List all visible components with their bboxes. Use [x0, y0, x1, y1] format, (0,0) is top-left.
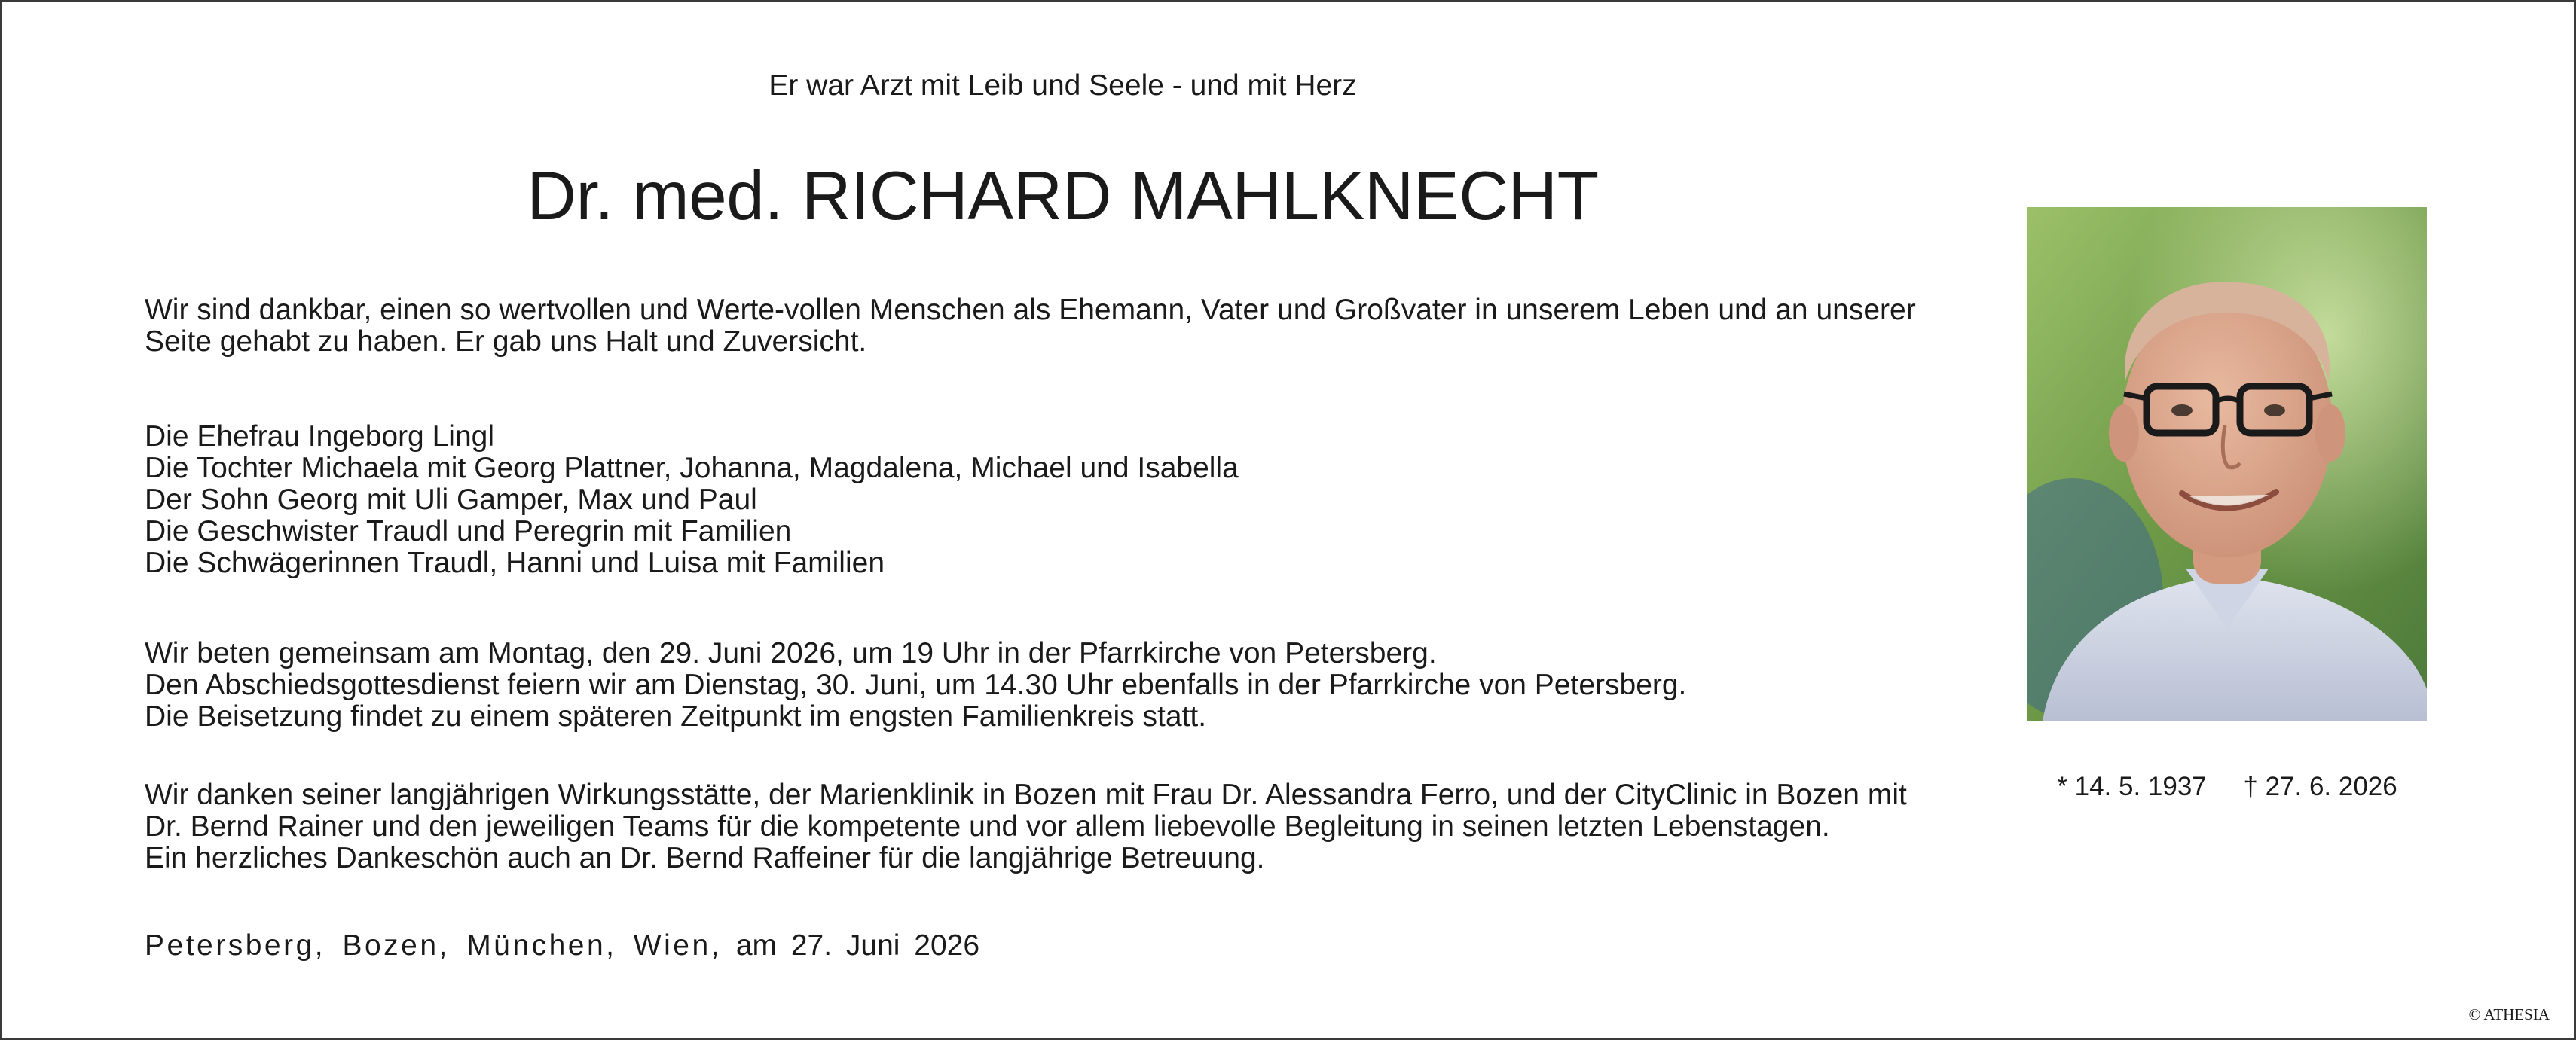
family-list — [145, 421, 1998, 579]
family-line: Die Ehefrau Ingeborg Lingl — [145, 420, 494, 453]
family-line: Die Schwägerinnen Traudl, Hanni und Luisa mit Familien — [145, 547, 885, 579]
service-details — [145, 638, 1998, 733]
thanks-paragraph — [145, 779, 1998, 874]
service-line: Wir beten gemeinsam am Montag, den 29. Juni 2026, um 19 Uhr in der Pfarrkirche von Petersberg. — [145, 637, 1437, 669]
thanks-line: Wir danken seiner langjährigen Wirkungsstätte, der Marienklinik in Bozen mit Frau Dr. Alessandra Ferro, und der CityClinic in Bozen mit — [145, 779, 1907, 811]
intro-paragraph — [145, 294, 1998, 358]
intro-line: Wir sind dankbar, einen so wertvollen und Werte-vollen Menschen als Ehemann, Vater und Großvater in unserem Leben und an unserer — [145, 294, 1916, 326]
family-line: Die Geschwister Traudl und Peregrin mit Familien — [145, 515, 792, 547]
portrait-photo — [2027, 207, 2427, 721]
intro-line: Seite gehabt zu haben. Er gab uns Halt und Zuversicht. — [145, 325, 867, 358]
family-line: Der Sohn Georg mit Uli Gamper, Max und Paul — [145, 483, 757, 516]
service-line: Die Beisetzung findet zu einem späteren Zeitpunkt im engsten Familienkreis statt. — [145, 700, 1207, 733]
life-dates — [2027, 770, 2427, 804]
motto: Er war Arzt mit Leib und Seele - und mit Herz — [769, 69, 1357, 102]
service-line: Den Abschiedsgottesdienst feiern wir am Dienstag, 30. Juni, um 14.30 Uhr ebenfalls in der Pfarrkirche von Petersberg. — [145, 669, 1687, 701]
thanks-line: Ein herzliches Dankeschön auch an Dr. Bernd Raffeiner für die langjährige Betreuung. — [145, 842, 1265, 874]
deceased-name: Dr. med. RICHARD MAHLKNECHT — [527, 158, 1599, 234]
copyright-notice: © ATHESIA — [2468, 1005, 2550, 1023]
place-list: Petersberg, Bozen, München, Wien, — [145, 929, 722, 962]
death-date: † 27. 6. 2026 — [2243, 772, 2397, 801]
portrait-illustration — [2027, 207, 2427, 721]
birth-date: * 14. 5. 1937 — [2057, 772, 2207, 801]
thanks-line: Dr. Bernd Rainer und den jeweiligen Teams für die kompetente und vor allem liebevolle Begleitung in seinen letzten Lebenstagen. — [145, 810, 1830, 843]
notice-date: am 27. Juni 2026 — [735, 929, 980, 962]
place-and-date — [145, 929, 979, 963]
family-line: Die Tochter Michaela mit Georg Plattner, Johanna, Magdalena, Michael und Isabella — [145, 452, 1239, 484]
